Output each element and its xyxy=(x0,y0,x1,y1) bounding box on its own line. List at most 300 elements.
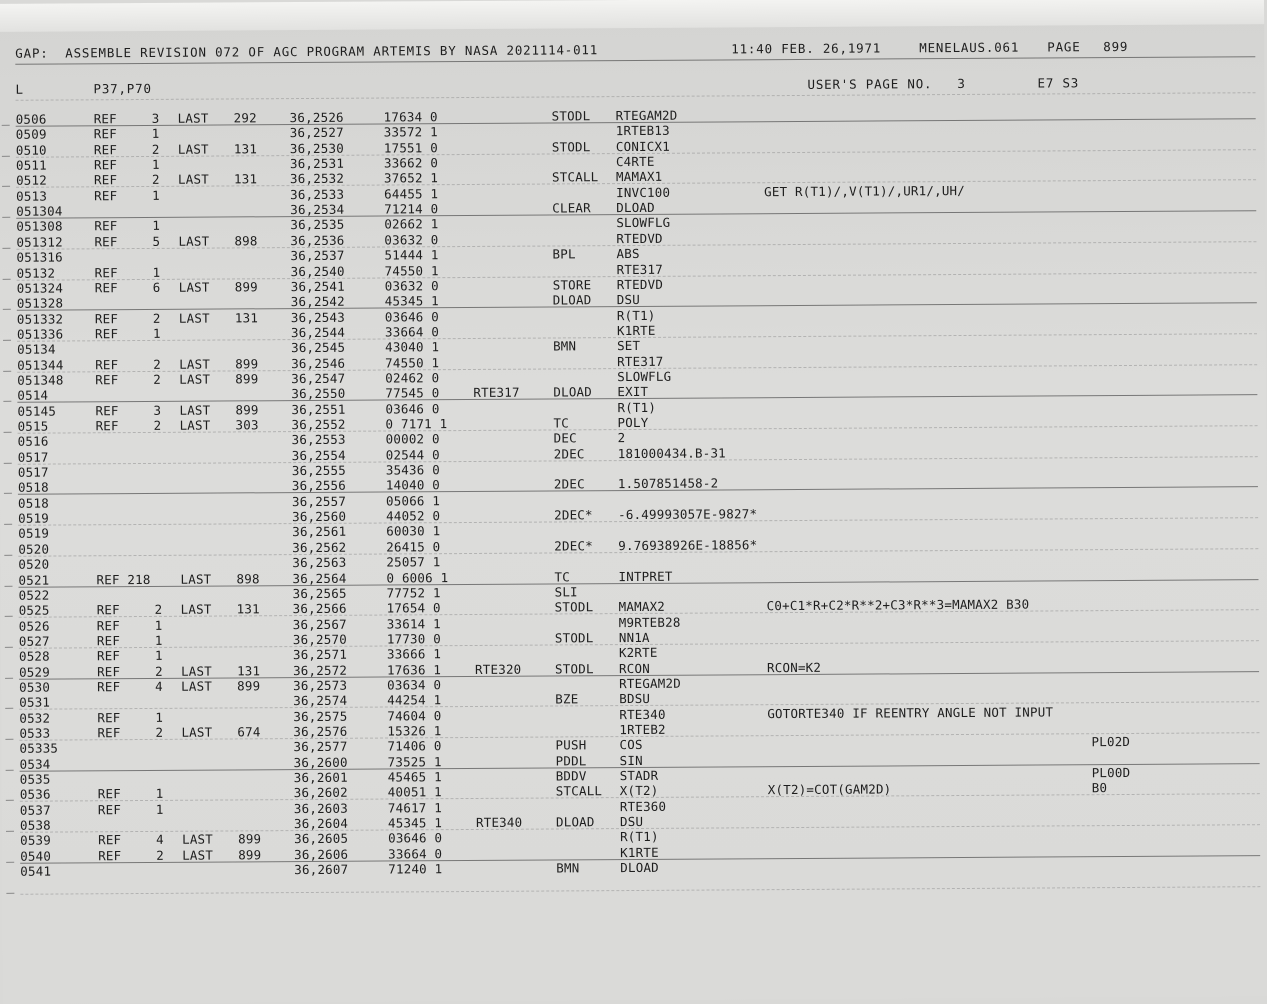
row-line-number: 0529 xyxy=(19,664,50,679)
row-address: 36,2534 xyxy=(290,202,344,217)
row-ref: REF xyxy=(95,326,118,341)
row-ref-count: 6 xyxy=(153,280,161,295)
row-address: 36,2563 xyxy=(292,555,346,570)
row-ref-count: 2 xyxy=(155,725,163,740)
row-ref: REF xyxy=(98,848,121,863)
row-operand: RCON xyxy=(619,660,650,675)
row-address: 36,2536 xyxy=(290,233,344,248)
row-line-number: 0516 xyxy=(18,434,49,449)
paper-top-edge xyxy=(0,0,1264,32)
row-line-number: 0506 xyxy=(16,112,47,127)
row-address: 36,2571 xyxy=(293,647,347,662)
margin-tick xyxy=(3,278,11,279)
margin-tick xyxy=(4,432,12,433)
row-ref: REF xyxy=(97,648,120,663)
row-octal-word: 03634 0 xyxy=(387,677,441,692)
row-line-number: 0527 xyxy=(19,633,50,648)
row-last: LAST xyxy=(179,418,210,433)
row-line-number: 0520 xyxy=(18,557,49,572)
row-last-page: 899 xyxy=(238,847,261,862)
row-octal-word: 74617 1 xyxy=(388,800,442,815)
row-line-number: 05145 xyxy=(17,403,56,418)
row-ref: REF xyxy=(95,403,118,418)
row-ref-count: 1 xyxy=(152,157,160,172)
row-last-page: 898 xyxy=(236,571,259,586)
row-operand: K1RTE xyxy=(620,845,659,860)
header-user: MENELAUS.061 xyxy=(919,40,1019,56)
row-opcode: PDDL xyxy=(556,753,587,768)
row-operand: K2RTE xyxy=(619,645,658,660)
row-ref-count: 2 xyxy=(153,356,161,371)
row-ref-count: 1 xyxy=(155,710,163,725)
margin-tick xyxy=(6,769,14,770)
row-operand: R(T1) xyxy=(617,307,656,322)
row-line-number: 0517 xyxy=(18,465,49,480)
row-ref-count: 1 xyxy=(155,633,163,648)
row-octal-word: 26415 0 xyxy=(386,539,440,554)
row-operand: RTEGAM2D xyxy=(619,676,681,691)
row-operand: K1RTE xyxy=(617,323,656,338)
row-address: 36,2564 xyxy=(292,570,346,585)
row-last: LAST xyxy=(178,233,209,248)
row-last-page: 131 xyxy=(234,141,257,156)
row-line-number: 0538 xyxy=(20,818,51,833)
row-line-number: 0521 xyxy=(18,572,49,587)
row-last-page: 899 xyxy=(237,678,260,693)
row-ref-count: 1 xyxy=(153,264,161,279)
row-right-note: PL00D xyxy=(1092,765,1131,780)
margin-tick xyxy=(6,800,14,801)
row-address: 36,2562 xyxy=(292,540,346,555)
row-octal-word: 44254 1 xyxy=(387,692,441,707)
row-octal-word: 05066 1 xyxy=(386,493,440,508)
row-address: 36,2527 xyxy=(290,125,344,140)
row-line-number: 0510 xyxy=(16,142,47,157)
row-opcode: BMN xyxy=(553,339,576,354)
row-address: 36,2537 xyxy=(290,248,344,263)
row-last: LAST xyxy=(180,571,211,586)
row-operand: R(T1) xyxy=(620,829,659,844)
row-operand: CONICX1 xyxy=(616,138,670,153)
row-ref: REF xyxy=(94,173,117,188)
row-line-number: 0535 xyxy=(20,772,51,787)
row-ref: REF xyxy=(94,219,117,234)
row-comment: RCON=K2 xyxy=(767,659,821,674)
row-last-page: 131 xyxy=(237,663,260,678)
row-address: 36,2530 xyxy=(290,140,344,155)
row-octal-word: 0 6006 1 xyxy=(386,570,448,585)
row-line-number: 0518 xyxy=(18,480,49,495)
row-address: 36,2547 xyxy=(291,371,345,386)
row-operand: INTPRET xyxy=(618,568,672,583)
row-address: 36,2577 xyxy=(293,739,347,754)
row-ref: REF xyxy=(95,311,118,326)
row-address: 36,2533 xyxy=(290,187,344,202)
row-last-page: 674 xyxy=(237,724,260,739)
row-line-number: 0522 xyxy=(19,587,50,602)
row-operand: RTEGAM2D xyxy=(616,108,678,123)
row-ref: REF xyxy=(98,833,121,848)
row-address: 36,2553 xyxy=(292,432,346,447)
row-operand: 1RTEB2 xyxy=(619,722,665,737)
row-opcode: BDDV xyxy=(556,768,587,783)
row-opcode: STCALL xyxy=(556,784,602,799)
row-last: LAST xyxy=(181,725,212,740)
row-operand: SLOWFLG xyxy=(616,215,670,230)
row-operand: MAMAX1 xyxy=(616,169,662,184)
row-line-number: 0530 xyxy=(19,680,50,695)
row-last: LAST xyxy=(179,310,210,325)
row-octal-word: 17636 1 xyxy=(387,662,441,677)
row-octal-word: 33664 0 xyxy=(388,846,442,861)
row-ref: REF xyxy=(98,802,121,817)
row-octal-word: 03646 0 xyxy=(385,401,439,416)
row-opcode: STCALL xyxy=(552,170,598,185)
row-last: LAST xyxy=(179,372,210,387)
row-ref: REF xyxy=(94,188,117,203)
row-ref-count: 2 xyxy=(155,602,163,617)
row-address: 36,2551 xyxy=(291,401,345,416)
row-address: 36,2552 xyxy=(291,417,345,432)
row-ref-count: 2 xyxy=(153,372,161,387)
row-last: LAST xyxy=(182,832,213,847)
row-octal-word: 74550 1 xyxy=(385,263,439,278)
row-octal-word: 71214 0 xyxy=(384,201,438,216)
row-opcode: STORE xyxy=(553,277,592,292)
row-opcode: STODL xyxy=(555,599,594,614)
row-ref-count: 1 xyxy=(152,126,160,141)
row-ref: REF xyxy=(94,142,117,157)
row-operand: INVC100 xyxy=(616,185,670,200)
row-octal-word: 33666 1 xyxy=(387,646,441,661)
row-last-page: 899 xyxy=(235,356,258,371)
row-line-number: 05132 xyxy=(17,265,56,280)
row-line-number: 0537 xyxy=(20,802,51,817)
row-octal-word: 15326 1 xyxy=(387,723,441,738)
row-opcode: TC xyxy=(554,569,570,584)
row-address: 36,2601 xyxy=(294,770,348,785)
row-opcode: 2DEC xyxy=(554,477,585,492)
row-operand: X(T2) xyxy=(620,783,659,798)
row-label: RTE320 xyxy=(475,661,521,676)
row-address: 36,2565 xyxy=(293,586,347,601)
row-ref: REF xyxy=(95,265,118,280)
row-operand: RTE340 xyxy=(619,706,665,721)
row-last: LAST xyxy=(181,679,212,694)
margin-tick xyxy=(5,708,13,709)
row-comment: C0+C1*R+C2*R**2+C3*R**3=MAMAX2 B30 xyxy=(767,597,1030,614)
row-ref-count: 4 xyxy=(155,679,163,694)
row-address: 36,2535 xyxy=(290,217,344,232)
row-address: 36,2560 xyxy=(292,509,346,524)
row-right-note: PL02D xyxy=(1091,734,1130,749)
row-line-number: 051336 xyxy=(17,326,63,341)
row-last-page: 303 xyxy=(235,417,258,432)
row-address: 36,2600 xyxy=(294,754,348,769)
row-octal-word: 74604 0 xyxy=(387,708,441,723)
row-ref: REF xyxy=(97,710,120,725)
row-line-number: 0525 xyxy=(19,603,50,618)
row-ref: REF xyxy=(94,234,117,249)
row-line-number: 0518 xyxy=(18,495,49,510)
margin-tick xyxy=(5,616,13,617)
row-last: LAST xyxy=(179,279,210,294)
row-address: 36,2607 xyxy=(294,862,348,877)
margin-tick xyxy=(2,217,10,218)
row-address: 36,2605 xyxy=(294,831,348,846)
row-operand: COS xyxy=(619,737,642,752)
row-address: 36,2554 xyxy=(292,447,346,462)
row-ref-count: 5 xyxy=(152,234,160,249)
row-operand: BDSU xyxy=(619,691,650,706)
row-line-number: 0513 xyxy=(16,188,47,203)
row-operand: RTE360 xyxy=(620,799,666,814)
subheader-rule xyxy=(16,92,1256,101)
row-operand: 1.507851458-2 xyxy=(618,476,719,492)
row-last: LAST xyxy=(178,141,209,156)
row-address: 36,2531 xyxy=(290,156,344,171)
row-line-number: 0514 xyxy=(17,388,48,403)
row-opcode: BZE xyxy=(555,692,578,707)
row-last-page: 131 xyxy=(235,310,258,325)
subheader-routine: P37,P70 xyxy=(93,81,151,96)
row-ref: REF xyxy=(97,664,120,679)
margin-tick xyxy=(2,248,10,249)
row-operand: RTE317 xyxy=(617,353,663,368)
row-address: 36,2603 xyxy=(294,801,348,816)
row-octal-word: 02662 1 xyxy=(384,217,438,232)
row-address: 36,2545 xyxy=(291,340,345,355)
row-ref-count: 2 xyxy=(153,418,161,433)
row-opcode: BPL xyxy=(552,246,575,261)
row-comment: GOTORTE340 IF REENTRY ANGLE NOT INPUT xyxy=(767,704,1053,721)
row-last-page: 898 xyxy=(234,233,257,248)
header-title: GAP: ASSEMBLE REVISION 072 OF AGC PROGRAM ARTEMIS BY NASA 2021114-011 xyxy=(15,42,598,61)
row-line-number: 0520 xyxy=(18,541,49,556)
row-comment: X(T2)=COT(GAM2D) xyxy=(768,782,892,798)
row-operand: M9RTEB28 xyxy=(619,614,681,629)
row-address: 36,2526 xyxy=(290,110,344,125)
row-line-number: 051312 xyxy=(16,234,62,249)
row-operand: SET xyxy=(617,338,640,353)
row-operand: RTEDVD xyxy=(617,277,663,292)
row-octal-word: 45345 1 xyxy=(385,293,439,308)
row-opcode: PUSH xyxy=(555,738,586,753)
row-comment: GET R(T1)/,V(T1)/,UR1/,UH/ xyxy=(764,183,965,199)
row-line-number: 0532 xyxy=(19,710,50,725)
row-ref-count: 2 xyxy=(152,142,160,157)
row-line-number: 0519 xyxy=(18,526,49,541)
row-octal-word: 17730 0 xyxy=(387,631,441,646)
row-address: 36,2575 xyxy=(293,708,347,723)
row-octal-word: 03632 0 xyxy=(384,232,438,247)
row-opcode: STODL xyxy=(552,108,591,123)
row-opcode: TC xyxy=(553,415,569,430)
row-octal-word: 51444 1 xyxy=(384,247,438,262)
row-octal-word: 37652 1 xyxy=(384,171,438,186)
row-octal-word: 45465 1 xyxy=(388,769,442,784)
row-octal-word: 35436 0 xyxy=(386,462,440,477)
row-address: 36,2556 xyxy=(292,478,346,493)
row-last: LAST xyxy=(182,847,213,862)
row-address: 36,2602 xyxy=(294,785,348,800)
row-ref-count: 2 xyxy=(155,663,163,678)
row-line-number: 051308 xyxy=(16,219,62,234)
row-ref: REF xyxy=(97,633,120,648)
row-ref-count: 1 xyxy=(156,786,164,801)
subheader-left: L xyxy=(15,82,23,97)
row-ref-count: 1 xyxy=(152,218,160,233)
row-octal-word: 33664 0 xyxy=(385,324,439,339)
row-ref-count: 3 xyxy=(153,403,161,418)
row-last: LAST xyxy=(178,172,209,187)
row-opcode: 2DEC xyxy=(554,446,585,461)
row-opcode: STODL xyxy=(555,630,594,645)
margin-tick xyxy=(5,647,13,648)
row-last-page: 131 xyxy=(237,601,260,616)
row-operand: 2 xyxy=(618,430,626,445)
row-last-page: 292 xyxy=(234,110,257,125)
row-last-page: 899 xyxy=(235,402,258,417)
row-ref-count: 2 xyxy=(156,848,164,863)
row-octal-word: 02462 0 xyxy=(385,370,439,385)
row-address: 36,2566 xyxy=(293,601,347,616)
row-ref: REF xyxy=(95,418,118,433)
row-last-page: 899 xyxy=(235,371,258,386)
row-last: LAST xyxy=(179,402,210,417)
margin-tick xyxy=(5,739,13,740)
margin-tick xyxy=(3,340,11,341)
row-line-number: 051324 xyxy=(17,280,63,295)
row-opcode: 2DEC* xyxy=(554,538,593,553)
row-octal-word: 44052 0 xyxy=(386,508,440,523)
row-octal-word: 33572 1 xyxy=(384,125,438,140)
row-ref-count: 1 xyxy=(156,802,164,817)
row-operand: ABS xyxy=(616,246,639,261)
row-octal-word: 17634 0 xyxy=(384,109,438,124)
margin-tick xyxy=(4,462,12,463)
row-address: 36,2541 xyxy=(291,279,345,294)
margin-tick xyxy=(4,524,12,525)
margin-tick xyxy=(6,831,14,832)
row-operand: DSU xyxy=(617,292,640,307)
row-line-number: 051344 xyxy=(17,357,63,372)
row-operand: DLOAD xyxy=(620,860,659,875)
row-operand: NN1A xyxy=(619,630,650,645)
row-opcode: DLOAD xyxy=(553,292,592,307)
row-octal-word: 40051 1 xyxy=(388,785,442,800)
row-last-page: 899 xyxy=(238,832,261,847)
row-address: 36,2572 xyxy=(293,662,347,677)
row-ref: REF xyxy=(94,111,117,126)
row-octal-word: 60030 1 xyxy=(386,524,440,539)
row-operand: EXIT xyxy=(617,384,648,399)
row-ref: REF xyxy=(95,372,118,387)
row-address: 36,2544 xyxy=(291,325,345,340)
row-octal-word: 17654 0 xyxy=(387,600,441,615)
margin-tick xyxy=(4,493,12,494)
row-operand: RTE317 xyxy=(617,261,663,276)
row-line-number: 051332 xyxy=(17,311,63,326)
row-octal-word: 03646 0 xyxy=(388,831,442,846)
row-address: 36,2555 xyxy=(292,463,346,478)
margin-tick xyxy=(2,125,10,126)
row-line-number: 0511 xyxy=(16,158,47,173)
row-octal-word: 64455 1 xyxy=(384,186,438,201)
margin-tick xyxy=(2,155,10,156)
row-ref: REF xyxy=(95,357,118,372)
header-timestamp: 11:40 FEB. 26,1971 xyxy=(731,40,881,56)
row-line-number: 0526 xyxy=(19,618,50,633)
listing-header xyxy=(15,46,48,61)
row-octal-word: 33614 1 xyxy=(387,616,441,631)
margin-tick xyxy=(5,677,13,678)
row-operand: -6.49993057E-9827* xyxy=(618,506,757,522)
row-last: LAST xyxy=(179,356,210,371)
row-line-number: 0519 xyxy=(18,511,49,526)
row-octal-word: 0 7171 1 xyxy=(385,416,447,431)
row-ref: REF xyxy=(94,126,117,141)
row-opcode: SLI xyxy=(555,584,578,599)
row-line-number: 05335 xyxy=(19,741,58,756)
row-last-page: 899 xyxy=(235,279,258,294)
row-octal-word: 74550 1 xyxy=(385,355,439,370)
row-address: 36,2542 xyxy=(291,294,345,309)
row-address: 36,2532 xyxy=(290,171,344,186)
row-ref-count: 1 xyxy=(152,188,160,203)
row-octal-word: 14040 0 xyxy=(386,478,440,493)
row-operand: RTEDVD xyxy=(616,231,662,246)
margin-tick xyxy=(3,370,11,371)
row-octal-word: 03632 0 xyxy=(385,278,439,293)
row-ref-count: 2 xyxy=(152,172,160,187)
row-octal-word: 73525 1 xyxy=(388,754,442,769)
row-ref-count: 1 xyxy=(153,326,161,341)
row-octal-word: 33662 0 xyxy=(384,155,438,170)
row-line-number: 0528 xyxy=(19,649,50,664)
listing-subheader xyxy=(15,82,48,97)
row-opcode: DEC xyxy=(554,431,577,446)
row-last: LAST xyxy=(178,111,209,126)
row-operand: SLOWFLG xyxy=(617,369,671,384)
row-ref: REF xyxy=(97,679,120,694)
row-line-number: 051304 xyxy=(16,204,62,219)
row-octal-word: 00002 0 xyxy=(386,432,440,447)
margin-tick xyxy=(6,892,14,893)
row-operand: POLY xyxy=(617,415,648,430)
row-line-number: 0540 xyxy=(20,848,51,863)
row-address: 36,2604 xyxy=(294,816,348,831)
header-page-number: 899 xyxy=(1103,39,1128,54)
row-right-note: B0 xyxy=(1092,781,1108,796)
row-ref: REF xyxy=(94,157,117,172)
row-line-number: 0534 xyxy=(20,756,51,771)
row-line-number: 0509 xyxy=(16,127,47,142)
row-line-number: 0533 xyxy=(19,726,50,741)
row-operand: 1RTEB13 xyxy=(616,123,670,138)
row-label: RTE317 xyxy=(473,385,519,400)
row-operand: 9.76938926E-18856* xyxy=(618,537,757,553)
row-octal-word: 71406 0 xyxy=(387,739,441,754)
row-opcode: STODL xyxy=(552,139,591,154)
row-operand: SIN xyxy=(620,753,643,768)
row-address: 36,2550 xyxy=(291,386,345,401)
row-line-number: 0541 xyxy=(20,864,51,879)
row-line-number: 0512 xyxy=(16,173,47,188)
row-opcode: CLEAR xyxy=(552,200,591,215)
row-octal-word: 71240 1 xyxy=(388,861,442,876)
row-ref-count: 2 xyxy=(153,310,161,325)
